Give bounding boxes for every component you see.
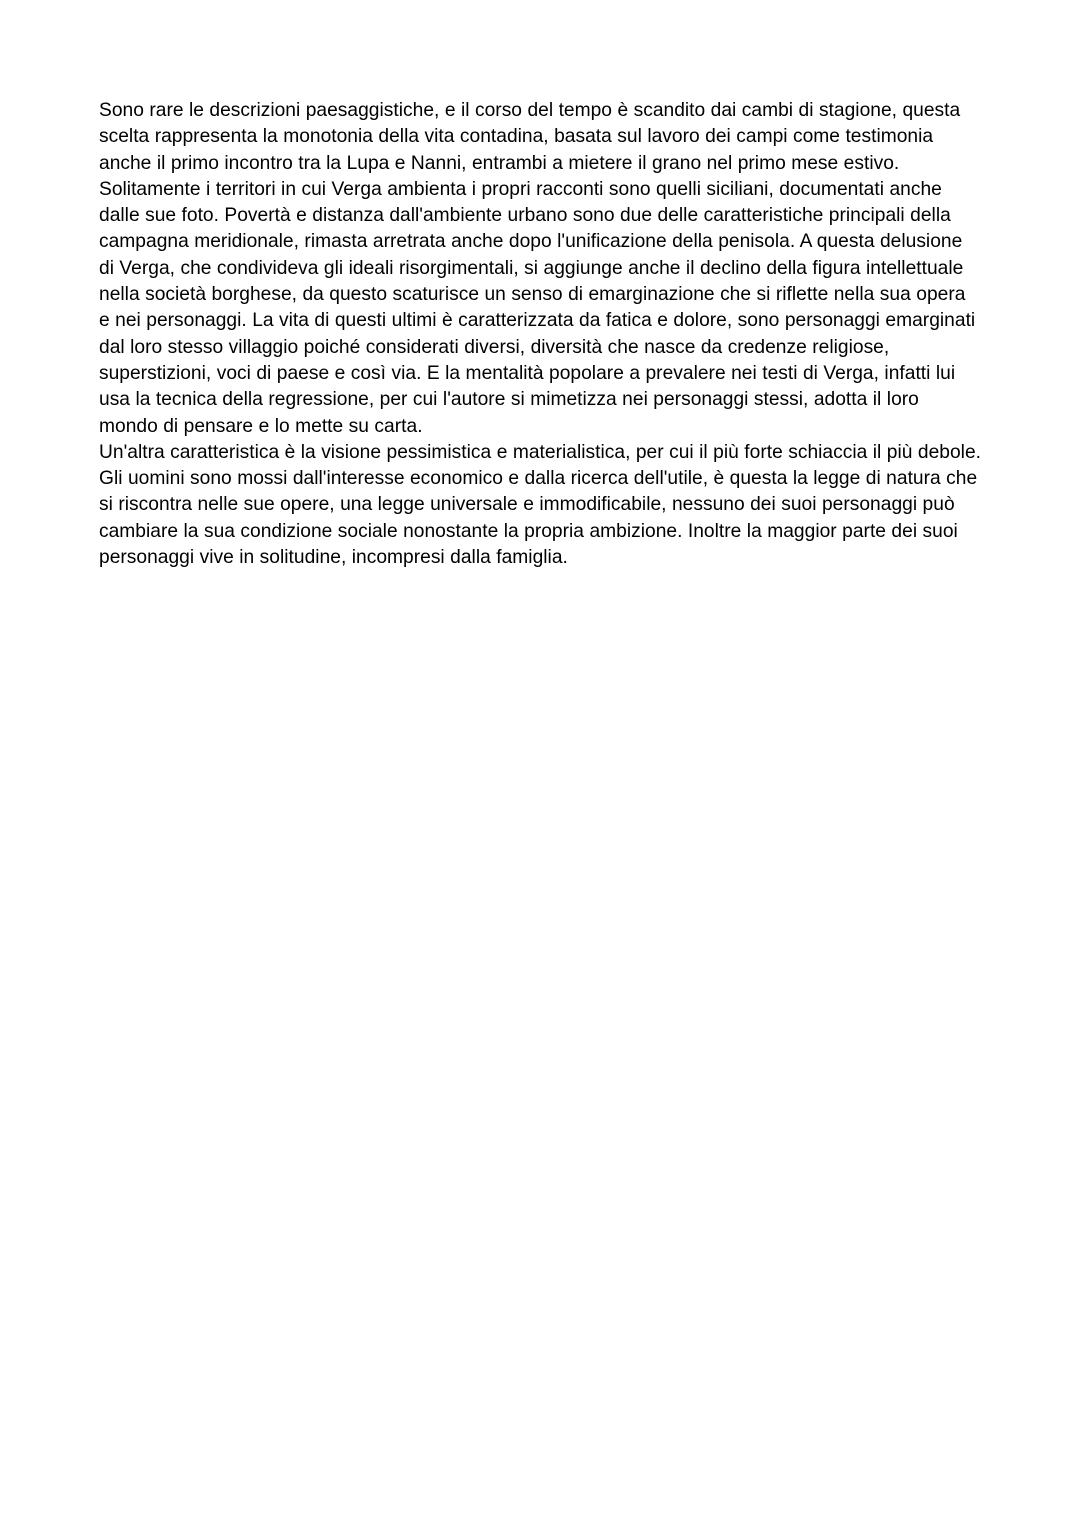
paragraph-1: Sono rare le descrizioni paesaggistiche, e il corso del tempo è scandito dai cambi di stagione, questa scelta rappresenta la monotonia della vita contadina, basata sul lavoro dei campi come testimonia anche il primo incontro tra la Lupa e Nanni, entrambi a mietere il grano nel primo mese estivo. Solitamente i territori in cui Verga ambienta i propri racconti sono quelli siciliani, documentati anche dalle sue foto. Povertà e distanza dall'ambiente urbano sono due delle caratteristiche principali della campagna meridionale, rimasta arretrata anche dopo l'unificazione della penisola. A questa delusione di Verga, che condivideva gli ideali risorgimentali, si aggiunge anche il declino della figura intellettuale nella società borghese, da questo scaturisce un senso di emarginazione che si riflette nella sua opera e nei personaggi. La vita di questi ultimi è caratterizzata da fatica e dolore, sono personaggi emarginati dal loro stesso villaggio poiché considerati diversi, diversità che nasce da credenze religiose, superstizioni, voci di paese e così via. E la mentalità popolare a prevalere nei testi di Verga, infatti lui usa la tecnica della regressione, per cui l'autore si mimetizza nei personaggi stessi, adotta il loro mondo di pensare e lo mette su carta. (99, 100, 976, 437)
document-text-block (99, 98, 981, 571)
paragraph-2: Un'altra caratteristica è la visione pessimistica e materialistica, per cui il più forte schiaccia il più debole. Gli uomini sono mossi dall'interesse economico e dalla ricerca dell'utile, è questa la legge di natura che si riscontra nelle sue opere, una legge universale e immodificabile, nessuno dei suoi personaggi può cambiare la sua condizione sociale nonostante la propria ambizione. Inoltre la maggior parte dei suoi personaggi vive in solitudine, incompresi dalla famiglia. (99, 441, 981, 569)
